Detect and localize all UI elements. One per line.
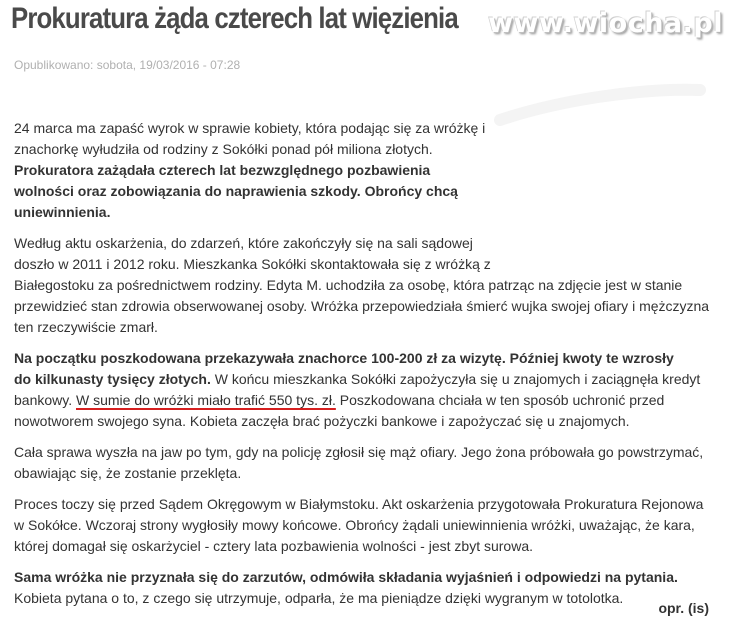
author-signature: opr. (is)	[658, 600, 709, 616]
article-title: Prokuratura żąda czterech lat więzienia	[11, 2, 458, 35]
article-body	[14, 118, 724, 619]
paragraph-line: przewidzieć stan zdrowia obserwowanej osoby. Wróżka przepowiedziała śmierć wujka swojej ofiary i mężczyzna	[14, 298, 710, 314]
payments-bold-line: do kilkunasty tysięcy złotych.	[14, 371, 211, 387]
paragraph-payments	[14, 348, 724, 432]
lead-text-line: 24 marca ma zapaść wyrok w sprawie kobiety, która podając się za wróżkę i	[14, 120, 486, 136]
paragraph-line: Kobieta pytana o to, z czego się utrzymuje, odparła, że ma pieniądze dzięki wygranym w totolotka.	[14, 590, 624, 606]
lead-bold-line: Prokuratora zażądała czterech lat bezwzględnego pozbawienia	[14, 162, 431, 178]
paragraph-line: Według aktu oskarżenia, do zdarzeń, które zakończyły się na sali sądowej	[14, 235, 473, 251]
paragraph-line: doszło w 2011 i 2012 roku. Mieszkanka Sokółki skontaktowała się z wróżką z	[14, 256, 491, 272]
paragraph-line: obawiając się, że zostanie przeklęta.	[14, 465, 242, 481]
paragraph-line: W końcu mieszkanka Sokółki zapożyczyła się u znajomych i zaciągnęła kredyt	[210, 371, 701, 387]
paragraph-line: której domagał się oskarżyciel - cztery lata pozbawienia wolności - jest zbyt surowa.	[14, 538, 533, 554]
paragraph-line: nowotworem swojego syna. Kobieta zaczęła brać pożyczki bankowe i zapożyczać się u znajomych.	[14, 413, 630, 429]
lead-bold-line: wolności oraz zobowiązania do naprawienia szkody. Obrońcy chcą	[14, 183, 458, 199]
published-date: Opublikowano: sobota, 19/03/2016 - 07:28	[14, 58, 241, 72]
paragraph-trial	[14, 494, 724, 557]
site-watermark: www.wiocha.pl	[488, 8, 723, 39]
underlined-amount: W sumie do wróżki miało trafić 550 tys. zł.	[76, 392, 336, 408]
lead-text-line: znachorkę wyłudziła od rodziny z Sokółki ponad pół miliona złotych.	[14, 141, 433, 157]
paragraph-line: Białegostoku za pośrednictwem rodziny. Edyta M. uchodziła za osobę, która patrząc na zdjęcie jest w stanie	[14, 277, 683, 293]
payments-bold-line: Na początku poszkodowana przekazywała znachorce 100-200 zł za wizytę. Później kwoty te wzrosły	[14, 350, 674, 366]
closing-bold-line: Sama wróżka nie przyznała się do zarzutów, odmówiła składania wyjaśnień i odpowiedzi na pytania.	[14, 569, 678, 585]
paragraph-line: bankowy.	[14, 392, 76, 408]
paragraph-closing	[14, 567, 724, 609]
lead-bold-line: uniewinnienia.	[14, 204, 111, 220]
paragraph-line: Proces toczy się przed Sądem Okręgowym w Białymstoku. Akt oskarżenia przygotowała Prokuratura Rejonowa	[14, 496, 704, 512]
paragraph-line: Cała sprawa wyszła na jaw po tym, gdy na policję zgłosił się mąż ofiary. Jego żona próbowała go powstrzymać,	[14, 444, 704, 460]
paragraph-line: ten rzeczywiście zmarł.	[14, 319, 158, 335]
paragraph-discovery	[14, 442, 724, 484]
paragraph-line: w Sokółce. Wczoraj strony wygłosiły mowy końcowe. Obrońcy żądali uniewinnienia wróżki, uważając, że kara,	[14, 517, 695, 533]
paragraph-line: Poszkodowana chciała w ten sposób uchronić przed	[335, 392, 665, 408]
paragraph-indictment	[14, 233, 724, 338]
paragraph-lead	[14, 118, 724, 223]
